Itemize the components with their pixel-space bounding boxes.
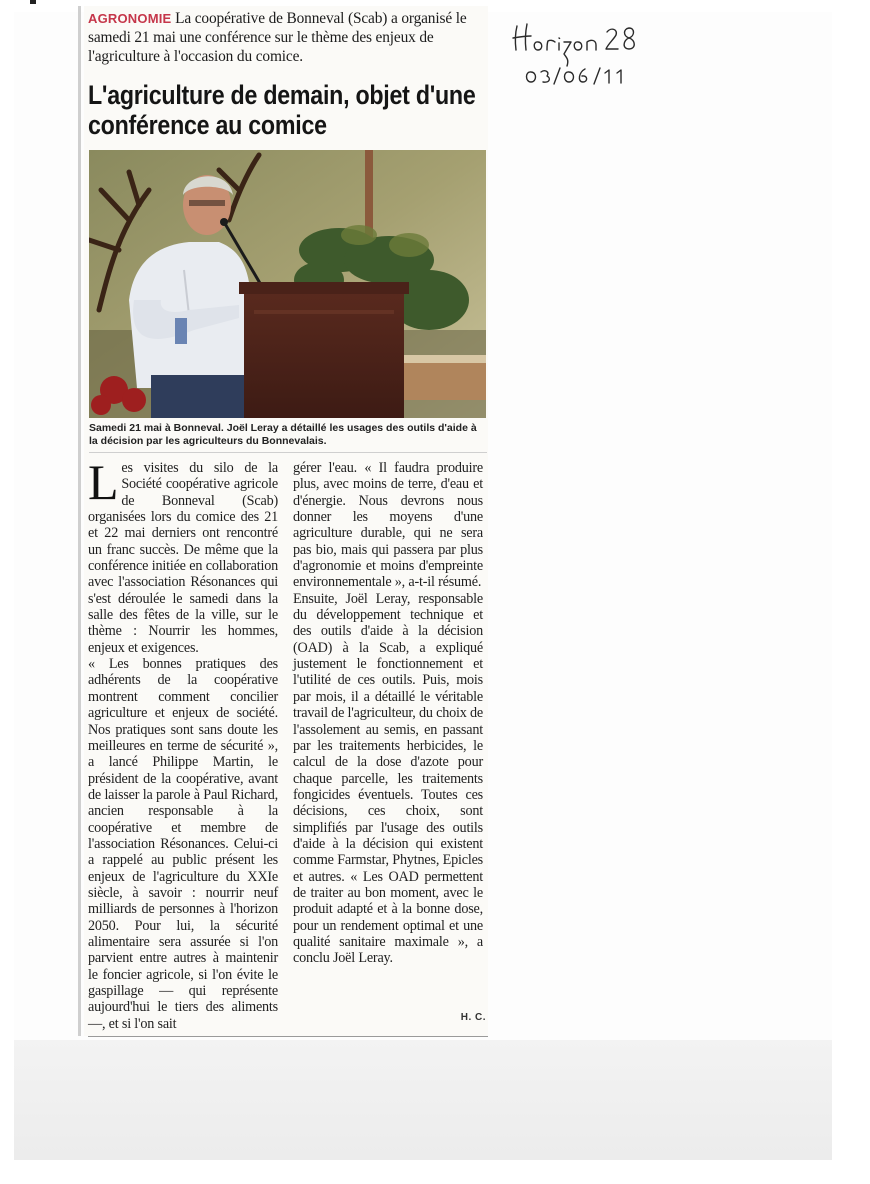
speaker-photo-illustration [89,150,486,418]
paragraph: gérer l'eau. « Il faudra produire plus, avec moins de terre, d'eau et d'énergie. Nous devrons nous donner les moyens d'une agriculture durable, qui ne sera pas bio, mais qui passera par plus d'agronomie et moins d'empreinte environnementale », a-t-il résumé. [293,460,483,591]
article-lead [88,9,484,66]
paragraph: Ensuite, Joël Leray, responsable du développement technique et des outils d'aide à la décision (OAD) à la Scab, a expliqué justement le fonctionnement et l'utilité de ces outils. Puis, mois par mois, il a détaillé le véritable travail de l'agriculteur, du choix de l'assolement au semis, en passant par les traitements herbicides, le calcul de la dose d'azote pour chaque parcelle, les traitements fongicides éventuels. Toutes ces décisions, ces choix, sont simplifiés par l'usage des outils d'aide à la décision qui existent comme Farmstar, Phytnes, Epicles et autres. « Les OAD permettent de traiter au bon moment, avec le produit adapté et à la bonne dose, pour un rendement optimal et une qualité sanitaire maximale », a conclu Joël Leray. [293,590,483,967]
section-kicker: AGRONOMIE [88,11,172,26]
photo-caption: Samedi 21 mai à Bonneval. Joël Leray a détaillé les usages des outils d'aide à la décision par les agriculteurs du Bonnevalais. [89,422,477,447]
lead-text: La coopérative de Bonneval (Scab) a organisé le samedi 21 mai une conférence sur le thème des enjeux de l'agriculture à l'occasion du comice. [88,10,467,65]
paragraph [88,454,278,656]
scan-corner-mark [30,0,36,4]
handwritten-annotation [505,16,655,86]
clipping-edge [78,6,81,1036]
caption-divider [89,452,487,453]
bottom-rule [88,1036,488,1037]
scan-bottom-margin [14,1040,832,1160]
handwriting-strokes [505,16,655,86]
drop-cap: L [88,454,119,510]
article-column-1 [88,454,278,1032]
author-signature: H. C. [460,1012,486,1023]
article-photo [89,150,486,418]
paragraph-text: es visites du silo de la Société coopérative agricole de Bonneval (Scab) organisées lors du comice des 21 et 22 mai derniers ont rencontré un franc succès. De même que la conférence initiée en collaboration avec l'association Résonances qui s'est déroulée le samedi dans la salle des fêtes de la ville, sur le thème : Nourrir les hommes, enjeux et exigences. [88,460,278,656]
paragraph: « Les bonnes pratiques des adhérents de la coopérative montrent comment concilier agriculture et enjeux de société. Nos pratiques sont sans doute les meilleures en terme de sécurité », a lancé Philippe Martin, le président de la coopérative, avant de laisser la parole à Paul Richard, ancien responsable à la coopérative et membre de l'association Résonances. Celui-ci a rappelé au public présent les enjeux de l'agriculture du XXIe siècle, à savoir : nourrir neuf milliards de personnes à l'horizon 2050. Pour lui, la sécurité alimentaire sera assurée si l'on parvient entre autres à maintenir le foncier agricole, si l'on évite le gaspillage — qui représente aujourd'hui le tiers des aliments —, et si l'on sait [88,656,278,1032]
article-column-2 [293,460,483,967]
article-headline: L'agriculture de demain, objet d'une conférence au comice [88,80,476,140]
